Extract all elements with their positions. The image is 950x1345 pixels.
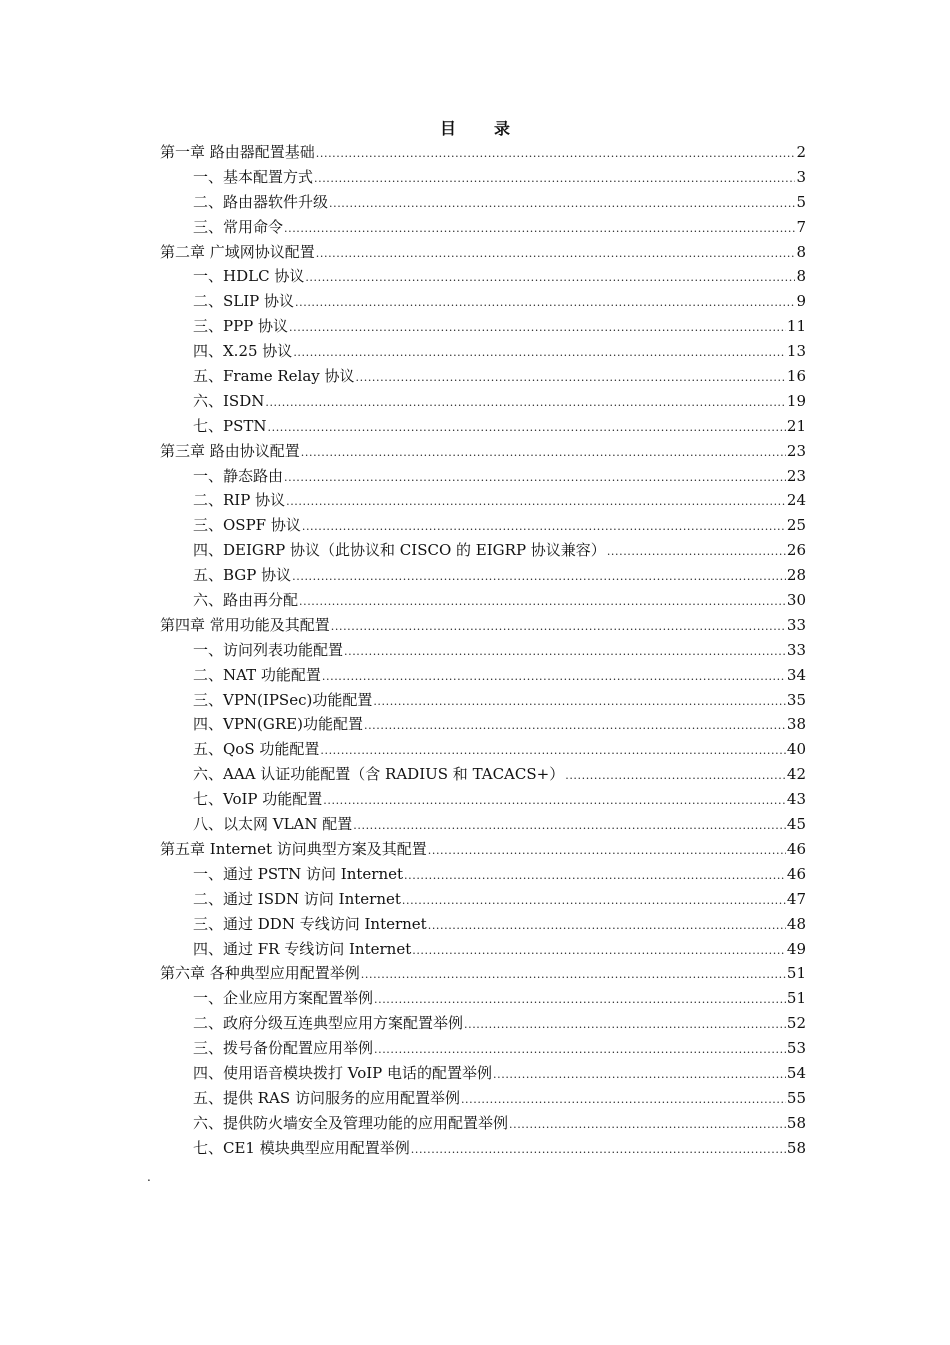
toc-entry-label: 第一章 路由器配置基础 [160, 143, 315, 161]
toc-page-number: 51 [786, 989, 806, 1008]
toc-page-number: 5 [796, 192, 806, 211]
toc-page-number: 47 [786, 889, 806, 908]
toc-entry-label: 一、企业应用方案配置举例 [193, 989, 374, 1008]
toc-title-left: 目 [439, 119, 456, 138]
toc-section-row[interactable] [160, 464, 806, 489]
toc-dot-leader [411, 1138, 786, 1163]
toc-page-number: 49 [786, 939, 806, 958]
toc-entry-label: 三、VPN(IPSec)功能配置 [193, 690, 373, 709]
toc-dot-leader [293, 341, 786, 366]
toc-page-number: 33 [786, 640, 806, 659]
table-of-contents [160, 140, 806, 1161]
toc-dot-leader [493, 1063, 786, 1088]
toc-dot-leader [373, 690, 786, 715]
toc-entry-label: 二、通过 ISDN 访问 Internet [193, 889, 401, 908]
toc-section-row[interactable] [160, 364, 806, 389]
toc-dot-leader [286, 490, 786, 515]
toc-page-number: 58 [786, 1113, 806, 1132]
toc-section-row[interactable] [160, 588, 806, 613]
toc-chapter-row[interactable] [160, 140, 806, 165]
toc-entry-label: 六、AAA 认证功能配置（含 RADIUS 和 TACACS+） [193, 765, 565, 784]
toc-page-number: 7 [796, 217, 806, 236]
toc-entry-label: 六、ISDN [193, 391, 265, 410]
toc-section-row[interactable] [160, 1136, 806, 1161]
toc-entry-label: 二、RIP 协议 [193, 491, 286, 510]
toc-section-row[interactable] [160, 513, 806, 538]
toc-page-number: 26 [786, 541, 806, 560]
toc-section-row[interactable] [160, 737, 806, 762]
toc-chapter-row[interactable] [160, 961, 806, 986]
toc-entry-label: 二、政府分级互连典型应用方案配置举例 [193, 1014, 464, 1033]
toc-entry-label: 四、通过 FR 专线访问 Internet [193, 939, 412, 958]
toc-dot-leader [361, 963, 786, 988]
toc-dot-leader [322, 665, 786, 690]
toc-page-number: 42 [786, 765, 806, 784]
toc-section-row[interactable] [160, 215, 806, 240]
toc-section-row[interactable] [160, 912, 806, 937]
toc-section-row[interactable] [160, 812, 806, 837]
toc-section-row[interactable] [160, 1036, 806, 1061]
toc-page-number: 34 [786, 665, 806, 684]
toc-page-number: 51 [786, 964, 806, 983]
toc-dot-leader [284, 217, 795, 242]
toc-entry-label: 六、提供防火墙安全及管理功能的应用配置举例 [193, 1113, 509, 1132]
toc-dot-leader [461, 1088, 786, 1113]
toc-page-number: 53 [786, 1039, 806, 1058]
toc-page-number: 8 [796, 242, 806, 261]
toc-entry-label: 四、VPN(GRE)功能配置 [193, 715, 363, 734]
toc-section-row[interactable] [160, 389, 806, 414]
toc-entry-label: 第六章 各种典型应用配置举例 [160, 964, 360, 983]
toc-entry-label: 七、VoIP 功能配置 [193, 790, 323, 809]
toc-section-row[interactable] [160, 339, 806, 364]
toc-section-row[interactable] [160, 264, 806, 289]
toc-page-number: 13 [786, 342, 806, 361]
toc-entry-label: 一、基本配置方式 [193, 167, 314, 186]
toc-title [0, 116, 950, 139]
toc-dot-leader [374, 1038, 786, 1063]
toc-entry-label: 二、路由器软件升级 [193, 192, 329, 211]
toc-section-row[interactable] [160, 1111, 806, 1136]
toc-section-row[interactable] [160, 414, 806, 439]
toc-section-row[interactable] [160, 1061, 806, 1086]
toc-dot-leader [364, 714, 786, 739]
toc-section-row[interactable] [160, 488, 806, 513]
toc-dot-leader [284, 466, 786, 491]
toc-dot-leader [356, 366, 786, 391]
toc-dot-leader [314, 167, 795, 192]
toc-dot-leader [607, 540, 786, 565]
toc-entry-label: 第二章 广域网协议配置 [160, 242, 315, 261]
toc-dot-leader [268, 416, 786, 441]
toc-dot-leader [402, 889, 786, 914]
toc-chapter-row[interactable] [160, 439, 806, 464]
toc-section-row[interactable] [160, 563, 806, 588]
toc-section-row[interactable] [160, 314, 806, 339]
toc-section-row[interactable] [160, 862, 806, 887]
toc-page-number: 35 [786, 690, 806, 709]
toc-entry-label: 第三章 路由协议配置 [160, 441, 300, 460]
toc-section-row[interactable] [160, 937, 806, 962]
toc-page-number: 28 [786, 566, 806, 585]
toc-dot-leader [316, 142, 796, 167]
toc-page-number: 2 [796, 143, 806, 161]
toc-dot-leader [299, 590, 786, 615]
toc-section-row[interactable] [160, 688, 806, 713]
toc-entry-label: 三、常用命令 [193, 217, 284, 236]
toc-dot-leader [329, 192, 795, 217]
toc-title-right: 录 [494, 119, 511, 138]
toc-section-row[interactable] [160, 638, 806, 663]
toc-section-row[interactable] [160, 1011, 806, 1036]
toc-dot-leader [565, 764, 786, 789]
toc-page-number: 40 [786, 740, 806, 759]
toc-entry-label: 四、DEIGRP 协议（此协议和 CISCO 的 EIGRP 协议兼容） [193, 541, 606, 560]
toc-page-number: 3 [796, 167, 806, 186]
toc-entry-label: 五、Frame Relay 协议 [193, 367, 355, 386]
toc-dot-leader [331, 615, 786, 640]
toc-section-row[interactable] [160, 787, 806, 812]
toc-dot-leader [428, 914, 786, 939]
toc-dot-leader [302, 515, 786, 540]
toc-entry-label: 三、OSPF 协议 [193, 516, 301, 535]
toc-page-number: 46 [786, 839, 806, 858]
toc-entry-label: 一、HDLC 协议 [193, 267, 305, 286]
toc-entry-label: 三、拨号备份配置应用举例 [193, 1039, 374, 1058]
toc-section-row[interactable] [160, 663, 806, 688]
toc-page-number: 23 [786, 441, 806, 460]
toc-section-row[interactable] [160, 762, 806, 787]
toc-dot-leader [374, 988, 786, 1013]
toc-entry-label: 八、以太网 VLAN 配置 [193, 815, 353, 834]
toc-page-number: 30 [786, 591, 806, 610]
toc-page-number: 23 [786, 466, 806, 485]
toc-page-number: 25 [786, 516, 806, 535]
toc-dot-leader [323, 789, 786, 814]
toc-dot-leader [464, 1013, 786, 1038]
toc-dot-leader [295, 291, 795, 316]
toc-page-number: 9 [796, 292, 806, 311]
toc-entry-label: 第四章 常用功能及其配置 [160, 615, 330, 634]
toc-entry-label: 六、路由再分配 [193, 591, 299, 610]
toc-entry-label: 一、静态路由 [193, 466, 284, 485]
toc-page-number: 48 [786, 914, 806, 933]
toc-dot-leader [316, 242, 796, 267]
toc-page-number: 38 [786, 715, 806, 734]
toc-entry-label: 五、提供 RAS 访问服务的应用配置举例 [193, 1088, 460, 1107]
toc-dot-leader [353, 814, 786, 839]
toc-page-number: 52 [786, 1014, 806, 1033]
toc-page-number: 33 [786, 615, 806, 634]
toc-dot-leader [344, 640, 786, 665]
toc-section-row[interactable] [160, 712, 806, 737]
toc-entry-label: 四、X.25 协议 [193, 342, 293, 361]
toc-entry-label: 一、通过 PSTN 访问 Internet [193, 864, 404, 883]
toc-entry-label: 二、SLIP 协议 [193, 292, 295, 311]
toc-page-number: 54 [786, 1063, 806, 1082]
toc-section-row[interactable] [160, 190, 806, 215]
toc-entry-label: 七、PSTN [193, 416, 267, 435]
toc-entry-label: 五、BGP 协议 [193, 566, 292, 585]
toc-section-row[interactable] [160, 887, 806, 912]
toc-chapter-row[interactable] [160, 613, 806, 638]
toc-entry-label: 第五章 Internet 访问典型方案及其配置 [160, 839, 427, 858]
toc-entry-label: 五、QoS 功能配置 [193, 740, 320, 759]
toc-entry-label: 四、使用语音模块拨打 VoIP 电话的配置举例 [193, 1063, 493, 1082]
stray-mark: . [147, 1170, 151, 1184]
toc-dot-leader [265, 391, 786, 416]
toc-dot-leader [412, 939, 786, 964]
toc-page-number: 8 [796, 267, 806, 286]
toc-page-number: 24 [786, 491, 806, 510]
toc-dot-leader [292, 565, 786, 590]
toc-dot-leader [404, 864, 786, 889]
toc-page-number: 21 [786, 416, 806, 435]
toc-section-row[interactable] [160, 538, 806, 563]
toc-dot-leader [305, 266, 795, 291]
toc-dot-leader [428, 839, 786, 864]
toc-page-number: 43 [786, 790, 806, 809]
toc-dot-leader [320, 739, 786, 764]
toc-section-row[interactable] [160, 986, 806, 1011]
toc-section-row[interactable] [160, 165, 806, 190]
toc-chapter-row[interactable] [160, 240, 806, 265]
toc-dot-leader [289, 316, 786, 341]
toc-page-number: 11 [786, 317, 806, 336]
toc-section-row[interactable] [160, 1086, 806, 1111]
toc-entry-label: 三、通过 DDN 专线访问 Internet [193, 914, 427, 933]
toc-page-number: 16 [786, 367, 806, 386]
toc-entry-label: 二、NAT 功能配置 [193, 665, 321, 684]
toc-entry-label: 七、CE1 模块典型应用配置举例 [193, 1138, 410, 1157]
toc-section-row[interactable] [160, 289, 806, 314]
toc-page-number: 45 [786, 815, 806, 834]
toc-page-number: 19 [786, 391, 806, 410]
toc-page-number: 58 [786, 1138, 806, 1157]
toc-dot-leader [509, 1113, 786, 1138]
toc-page-number: 46 [786, 864, 806, 883]
toc-page-number: 55 [786, 1088, 806, 1107]
toc-dot-leader [301, 441, 786, 466]
toc-entry-label: 三、PPP 协议 [193, 317, 289, 336]
toc-entry-label: 一、访问列表功能配置 [193, 640, 344, 659]
toc-chapter-row[interactable] [160, 837, 806, 862]
